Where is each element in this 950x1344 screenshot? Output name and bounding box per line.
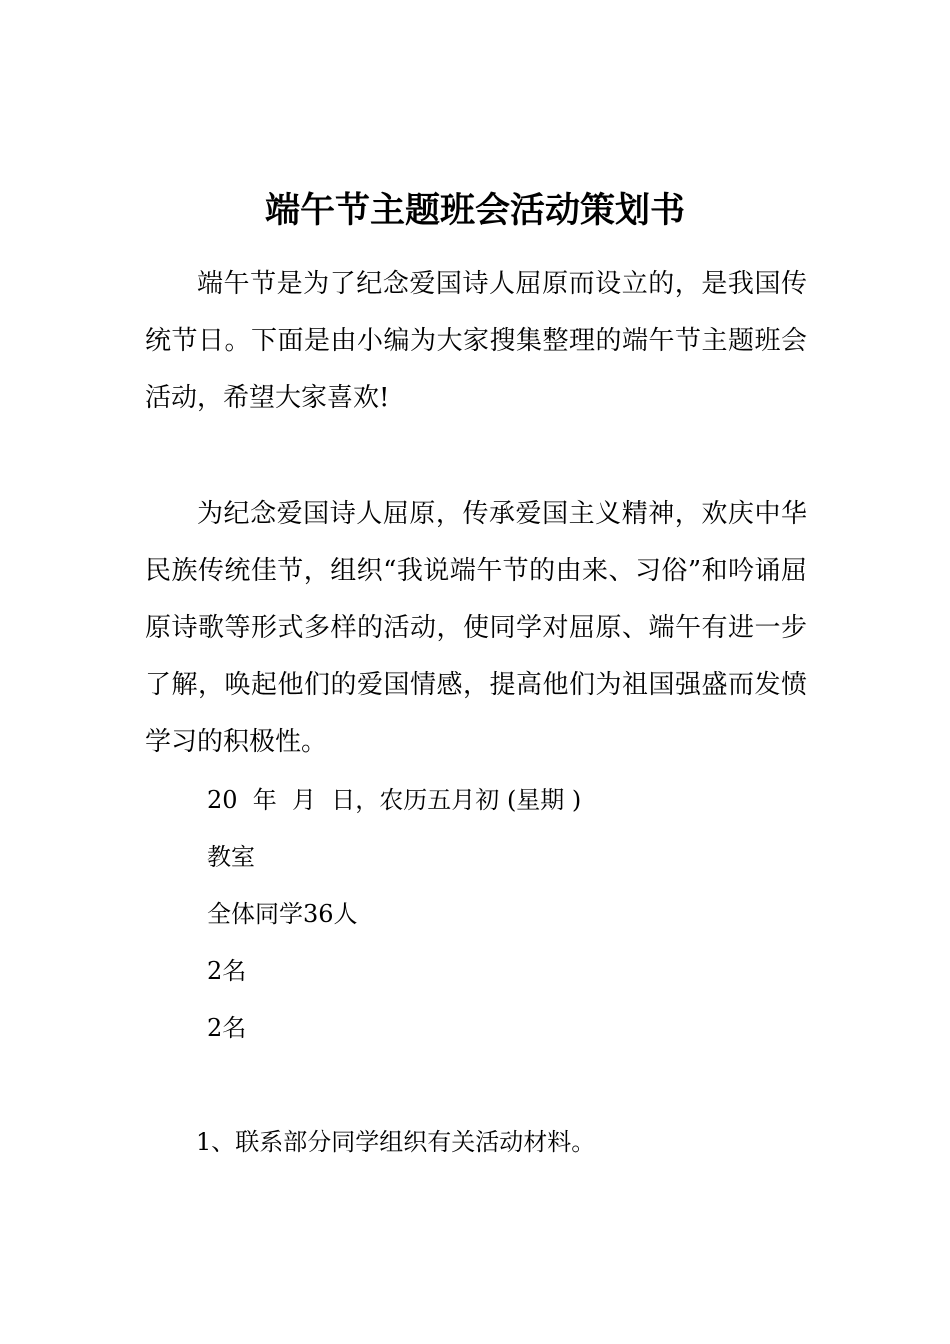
preparation-step-1: 1、联系部分同学组织有关活动材料。 (196, 1128, 596, 1156)
activity-count-a: 2名 (207, 957, 247, 985)
intro-paragraph: 端午节是为了纪念爱国诗人屈原而设立的，是我国传统节日。下面是由小编为大家搜集整理的端午节主题班会活动，希望大家喜欢! (145, 269, 807, 413)
activity-participants: 全体同学36人 (207, 900, 358, 928)
activity-time: 20 年 月 日，农历五月初 (星期 ) (207, 786, 582, 814)
activity-place: 教室 (207, 843, 255, 871)
activity-count-b: 2名 (207, 1014, 247, 1042)
purpose-paragraph: 为纪念爱国诗人屈原，传承爱国主义精神，欢庆中华民族传统佳节，组织“我说端午节的由来、习俗”和吟诵屈原诗歌等形式多样的活动，使同学对屈原、端午有进一步了解，唤起他们的爱国情感，提高他们为祖国强盛而发愤学习的积极性。 (145, 499, 807, 757)
document-title: 端午节主题班会活动策划书 (264, 190, 685, 231)
